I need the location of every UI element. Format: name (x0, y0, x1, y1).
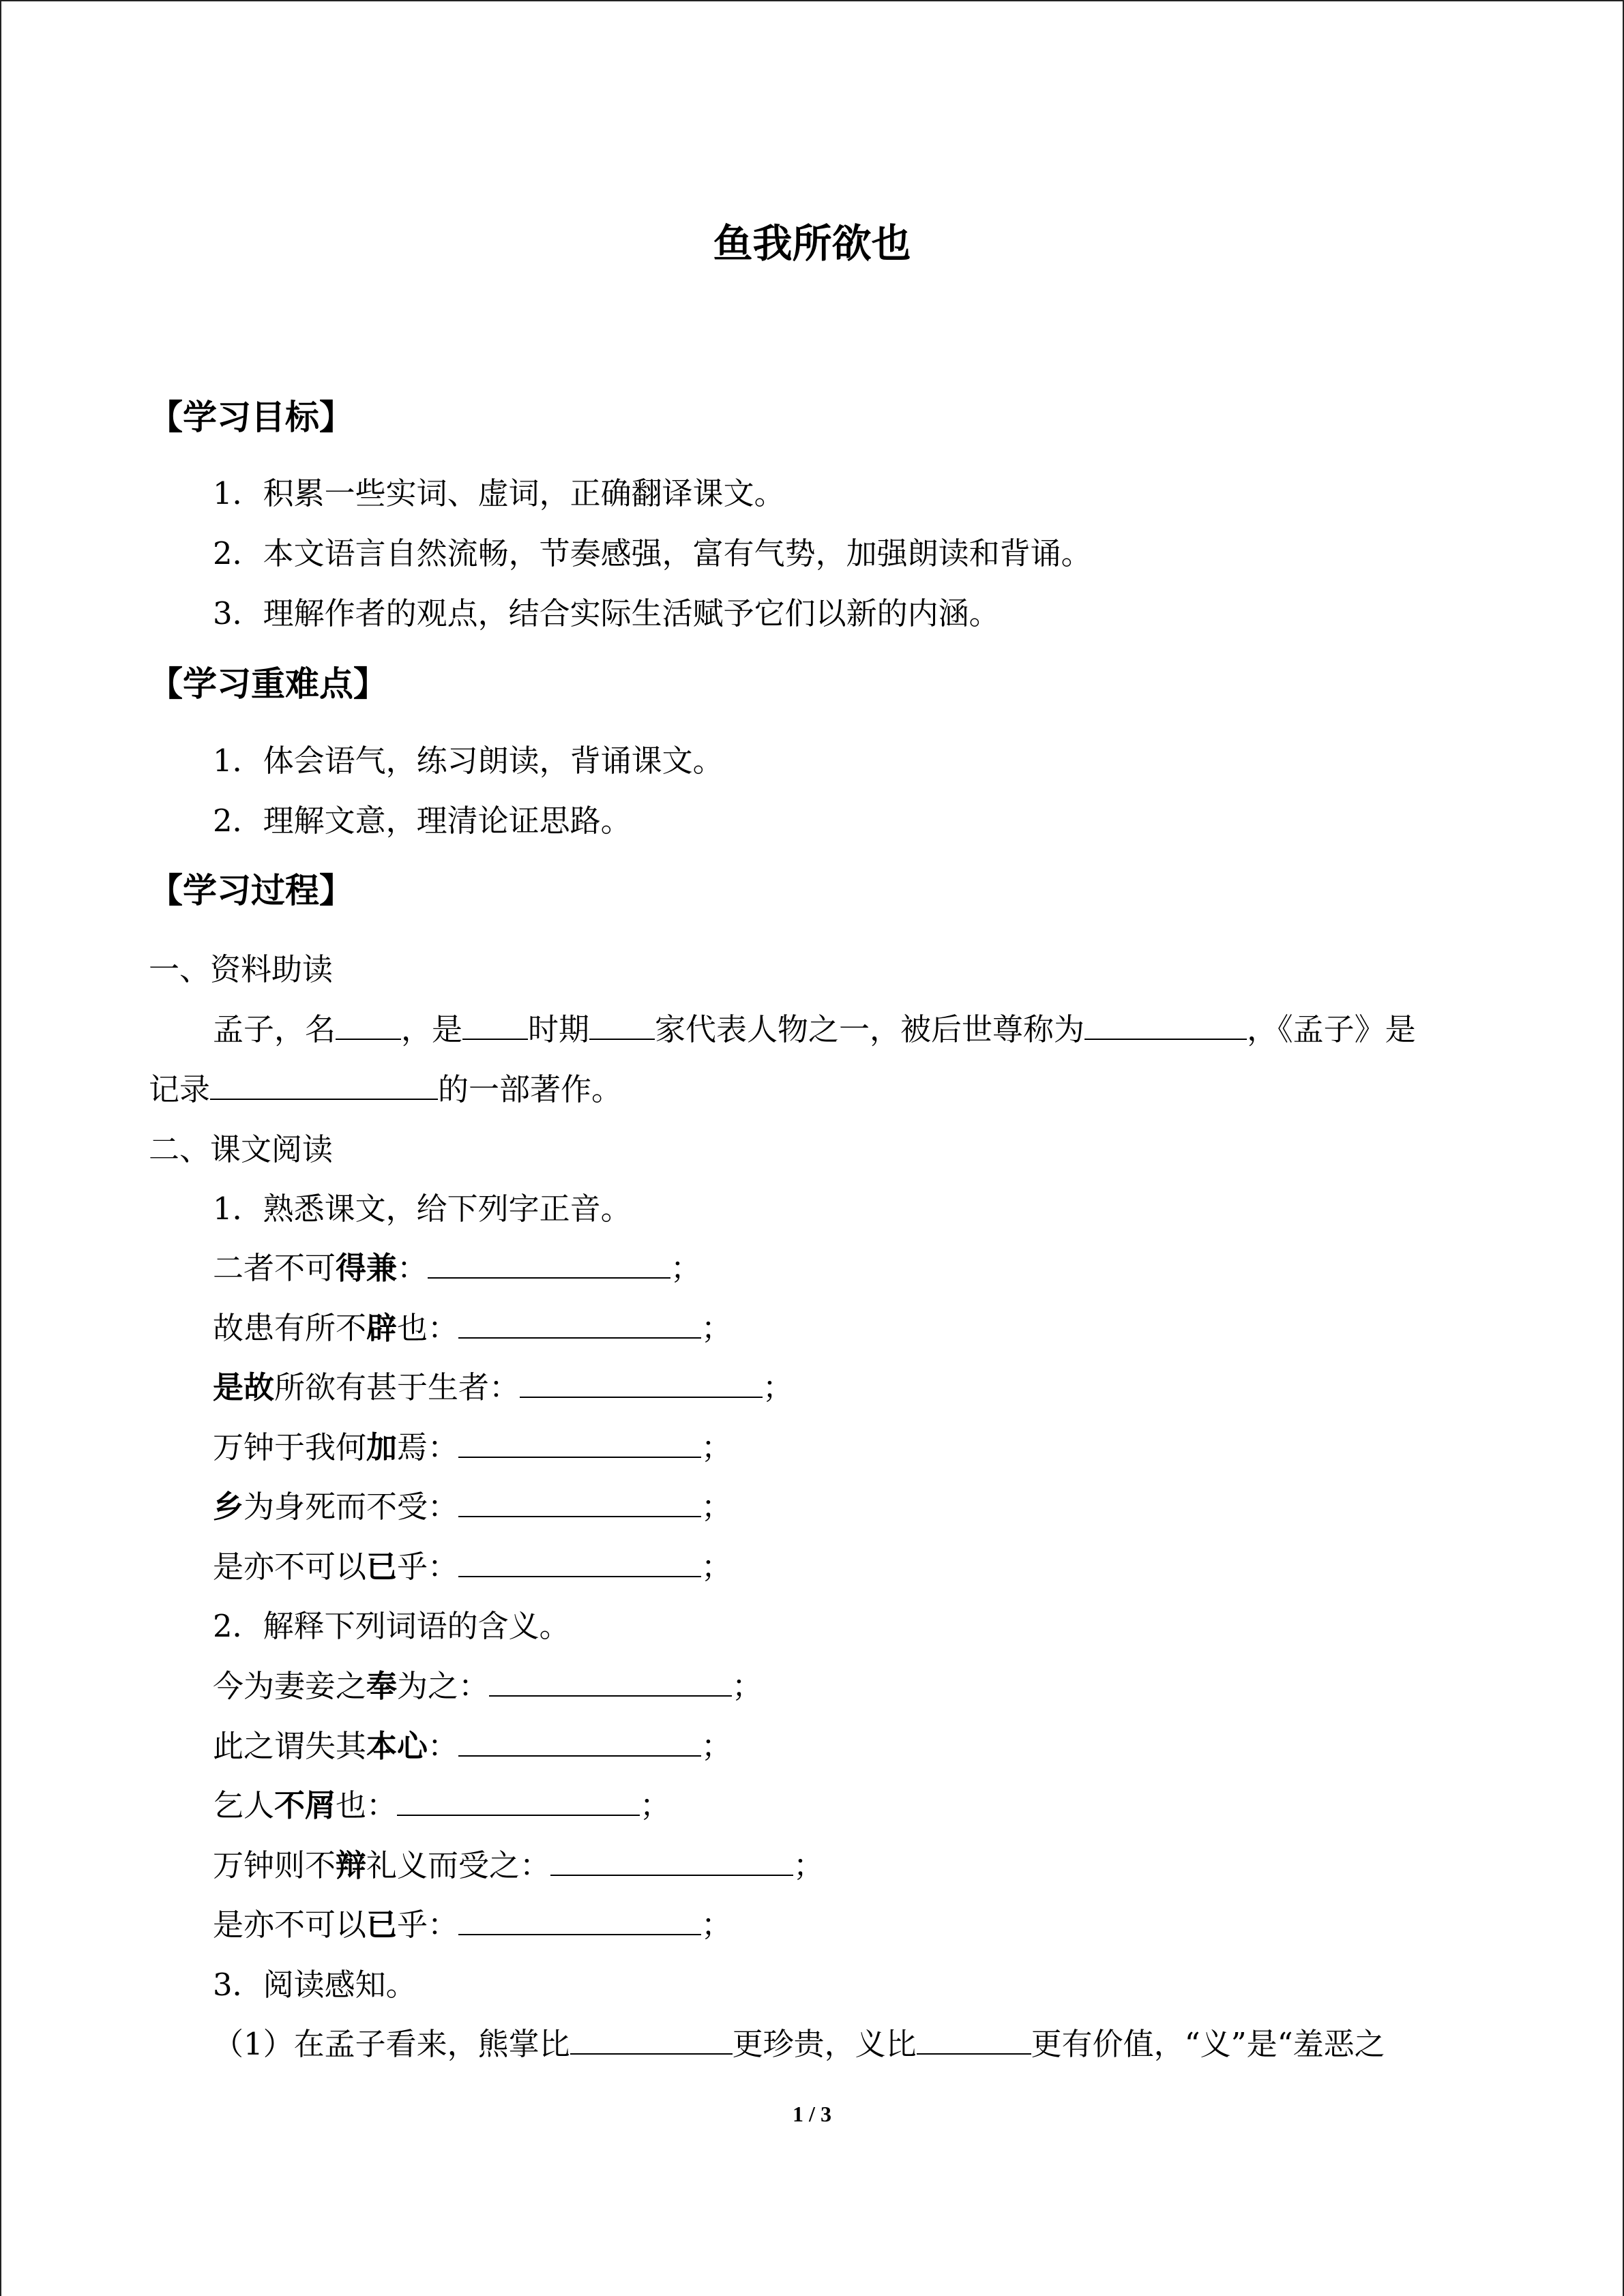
pronunciation-item (213, 1547, 732, 1587)
key-word: 得兼 (336, 1250, 398, 1286)
item-text: 所欲有甚于生者： (274, 1369, 520, 1405)
definition-item (213, 1666, 763, 1707)
key-word: 已 (366, 1549, 398, 1585)
answer-blank[interactable] (520, 1369, 763, 1398)
semicolon: ； (701, 1429, 733, 1465)
key-word: 加 (366, 1429, 398, 1465)
item-text: 乎： (397, 1549, 459, 1585)
text-segment: 更有价值，“义”是“羞恶之 (1031, 2026, 1385, 2062)
key-word: 本心 (366, 1728, 428, 1764)
text-segment: ，是 (401, 1011, 463, 1047)
item-text: ： (428, 1728, 459, 1764)
part-label: 一、资料助读 (149, 951, 334, 987)
fill-blank[interactable] (462, 1011, 528, 1040)
key-word: 是故 (213, 1369, 275, 1405)
answer-blank[interactable] (428, 1250, 670, 1279)
text-segment: ，《孟子》是 (1247, 1011, 1416, 1047)
text-segment: 时期 (528, 1011, 590, 1047)
goal-item: 1．积累一些实词、虚词，正确翻译课文。 (213, 475, 785, 511)
fill-blank[interactable] (589, 1011, 655, 1040)
document-title: 鱼我所欲也 (713, 220, 911, 267)
semicolon: ； (701, 1728, 733, 1764)
definition-item (213, 1726, 732, 1767)
item-text: 乞人 (213, 1787, 275, 1823)
answer-blank[interactable] (458, 1489, 701, 1517)
text-segment: 的一部著作。 (438, 1071, 623, 1107)
keypoint-item: 1．体会语气，练习朗读，背诵课文。 (213, 743, 724, 779)
item-text: 为身死而不受： (243, 1489, 459, 1525)
item-text: 万钟则不 (213, 1847, 336, 1883)
item-text: 是亦不可以 (213, 1549, 367, 1585)
answer-blank[interactable] (458, 1310, 701, 1339)
item-text: 今为妻妾之 (213, 1668, 367, 1704)
item-text: 也： (397, 1310, 459, 1346)
answer-blank[interactable] (458, 1429, 701, 1458)
key-word: 辟 (366, 1310, 398, 1346)
keypoint-item: 2．理解文意，理清论证思路。 (213, 803, 632, 839)
fill-blank[interactable] (336, 1011, 401, 1040)
fill-blank[interactable] (1084, 1011, 1247, 1040)
semicolon: ； (793, 1847, 825, 1883)
text-segment: 记录 (149, 1071, 211, 1107)
item-text: ： (397, 1250, 428, 1286)
text-segment: 孟子，名 (213, 1011, 336, 1047)
pronunciation-item (213, 1248, 701, 1289)
key-word: 已 (366, 1907, 398, 1943)
background-paragraph-line-1 (213, 1009, 1416, 1050)
item-text: 是亦不可以 (213, 1907, 367, 1943)
part-label: 二、课文阅读 (149, 1131, 334, 1167)
pronunciation-item (213, 1308, 732, 1349)
fill-blank[interactable] (917, 2026, 1031, 2055)
item-text: 此之谓失其 (213, 1728, 367, 1764)
definition-item (213, 1905, 732, 1945)
goal-item: 2．本文语言自然流畅，节奏感强，富有气势，加强朗读和背诵。 (213, 535, 1092, 571)
semicolon: ； (732, 1668, 763, 1704)
text-segment: 家代表人物之一，被后世尊称为 (655, 1011, 1085, 1047)
key-word: 辩 (336, 1847, 367, 1883)
item-text: 礼义而受之： (366, 1847, 551, 1883)
semicolon: ； (670, 1250, 702, 1286)
page-number: 1 / 3 (793, 2102, 831, 2126)
section-heading-keypoints: 【学习重难点】 (149, 664, 387, 704)
background-paragraph-line-2 (149, 1069, 622, 1110)
key-word: 奉 (366, 1668, 398, 1704)
item-text: 也： (336, 1787, 398, 1823)
item-text: 焉： (397, 1429, 459, 1465)
semicolon: ； (701, 1489, 733, 1525)
answer-blank[interactable] (397, 1787, 640, 1816)
item-text: 为之： (397, 1668, 490, 1704)
semicolon: ； (701, 1310, 733, 1346)
semicolon: ； (640, 1787, 671, 1823)
item-text: 万钟于我何 (213, 1429, 367, 1465)
definition-item (213, 1785, 670, 1826)
pronunciation-item (213, 1487, 732, 1527)
goal-item: 3．理解作者的观点，结合实际生活赋予它们以新的内涵。 (213, 595, 1000, 631)
pronunciation-item (213, 1367, 793, 1408)
text-segment: （1）在孟子看来，熊掌比 (213, 2026, 570, 2062)
semicolon: ； (701, 1549, 733, 1585)
answer-blank[interactable] (458, 1549, 701, 1577)
answer-blank[interactable] (458, 1907, 701, 1935)
section-heading-process: 【学习过程】 (149, 871, 353, 910)
text-segment: 更珍贵，义比 (732, 2026, 917, 2062)
question-label: 2．解释下列词语的含义。 (213, 1608, 570, 1644)
question-label: 1．熟悉课文，给下列字正音。 (213, 1191, 632, 1227)
definition-item (213, 1845, 824, 1886)
answer-blank[interactable] (550, 1847, 793, 1876)
pronunciation-item (213, 1427, 732, 1468)
fill-blank[interactable] (570, 2026, 733, 2055)
item-text: 故患有所不 (213, 1310, 367, 1346)
answer-blank[interactable] (458, 1728, 701, 1757)
answer-blank[interactable] (489, 1668, 732, 1697)
item-text: 乎： (397, 1907, 459, 1943)
item-text: 二者不可 (213, 1250, 336, 1286)
question-label: 3．阅读感知。 (213, 1967, 417, 2003)
key-word: 不屑 (274, 1787, 336, 1823)
section-heading-goals: 【学习目标】 (149, 398, 353, 437)
semicolon: ； (763, 1369, 794, 1405)
fill-blank[interactable] (210, 1071, 438, 1100)
semicolon: ； (701, 1907, 733, 1943)
reading-question-line (213, 2024, 1385, 2065)
key-word: 乡 (213, 1489, 244, 1525)
